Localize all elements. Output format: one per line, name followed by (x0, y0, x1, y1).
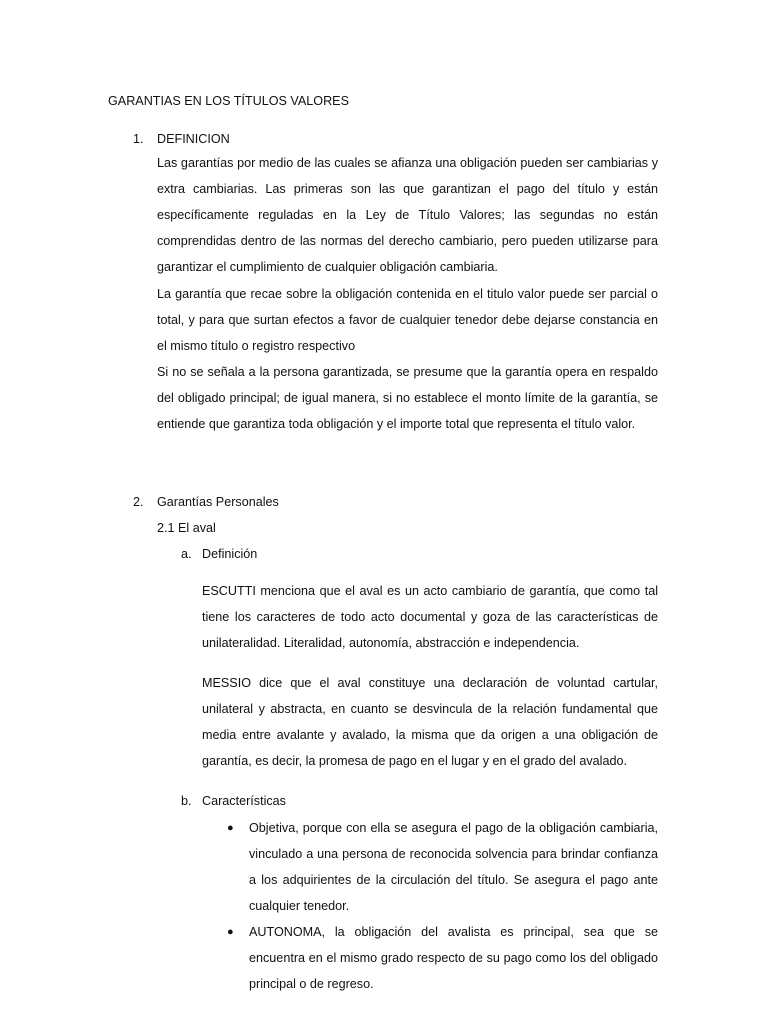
section-1-paragraph-2: La garantía que recae sobre la obligación contenida en el titulo valor puede ser parcial o total, y para que surtan efectos a favor de cualquier tenedor debe dejarse constancia en el mismo título o registro respectivo (157, 287, 658, 353)
section-2-heading: Garantías Personales (157, 495, 279, 509)
bullet-1-marker: ● (227, 822, 234, 834)
section-1-number: 1. (133, 132, 144, 146)
item-b-letter: b. (181, 794, 192, 808)
bullet-2-marker: ● (227, 926, 234, 938)
document-title: GARANTIAS EN LOS TÍTULOS VALORES (108, 94, 349, 108)
bullet-1-text: Objetiva, porque con ella se asegura el pago de la obligación cambiaria, vinculado a una persona de reconocida solvencia para brindar confianza a los adquirientes de la circulación del título. Se asegura el pago ante cualquier tenedor. (249, 821, 658, 913)
section-1-paragraph-1: Las garantías por medio de las cuales se afianza una obligación pueden ser cambiarias y extra cambiarias. Las primeras son las que garantizan el pago del título y están específicamente reguladas en la Ley de Título Valores; las segundas no están comprendidas dentro de las normas del derecho cambiario, pero pueden utilizarse para garantizar el cumplimiento de cualquier obligación cambiaria. (157, 156, 658, 274)
item-a-letter: a. (181, 547, 192, 561)
section-2-number: 2. (133, 495, 144, 509)
item-b-heading: Características (202, 794, 286, 808)
section-1-paragraph-3: Si no se señala a la persona garantizada, se presume que la garantía opera en respaldo del obligado principal; de igual manera, si no establece el monto límite de la garantía, se entiende que garantiza toda obligación y el importe total que representa el título valor. (157, 365, 658, 431)
item-a-paragraph-escutti: ESCUTTI menciona que el aval es un acto cambiario de garantía, que como tal tiene los caracteres de todo acto documental y goza de las características de unilateralidad. Literalidad, autonomía, abstracción e independencia. (202, 584, 658, 650)
item-a-paragraph-messio: MESSIO dice que el aval constituye una declaración de voluntad cartular, unilateral y abstracta, en cuanto se desvincula de la relación fundamental que media entre avalante y avalado, la misma que da origen a una obligación de garantía, es decir, la promesa de pago en el lugar y en el grado del avalado. (202, 676, 658, 768)
item-a-heading: Definición (202, 547, 258, 561)
bullet-2-text: AUTONOMA, la obligación del avalista es principal, sea que se encuentra en el mismo grado respecto de su pago como los del obligado principal o de regreso. (249, 925, 658, 991)
subsection-2-1-heading: 2.1 El aval (157, 521, 216, 535)
section-1-heading: DEFINICION (157, 132, 230, 146)
